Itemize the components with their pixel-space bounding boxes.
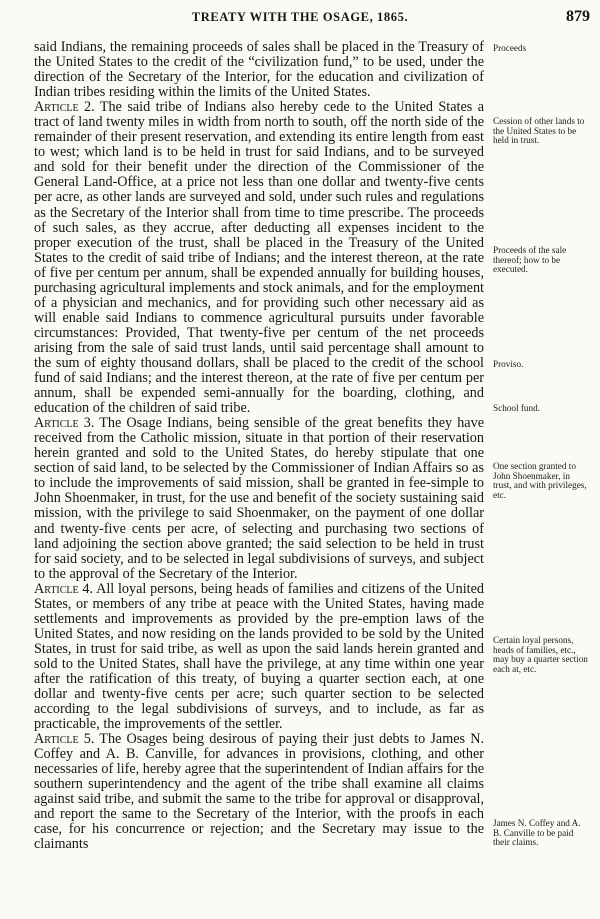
sidenote-proceeds: Proceeds xyxy=(493,43,527,53)
paragraph-text: The Osage Indians, being sensible of the great benefits they have received from the Catholic mission, situate in that portion of their reservation herein granted and sold to the United States, do hereby stipulate that one section of said land, to be selected by the Commissioner of Indian Affairs so as to include the improvements of said mission, shall be granted in fee-simple to John Shoenmaker, in trust, for the use and benefit of the society sustaining said mission, with the privilege to said Shoenmaker, on the payment of one dollar and twenty-five cents per acre, of selecting and purchasing two sections of land adjoining the section above granted; the said selection to be held in trust for said society, and to be selected in legal subdivisions of surveys, and subject to the approval of the Secretary of the Interior. xyxy=(34,415,484,582)
paragraph-text: The said tribe of Indians also hereby cede to the United States a tract of land twenty miles in width from north to south, off the north side of the remainder of their present reservation, and extending its entire length from east to west; which land is to be held in trust for said Indians, and to be surveyed and sold for their benefit under the direction of the Commissioner of the General Land-Office, at a price not less than one dollar and twenty-five cents per acre, as other lands are surveyed and sold, under such rules and regulations as the Secretary of the Interior shall from time to time prescribe. The proceeds of such sales, as they accrue, after deducting all expenses incident to the proper execution of the trust, shall be placed in the Treasury of the United States to the credit of said tribe of Indians; and the interest thereon, at the rate of five per centum per annum, shall be expended annually for building houses, purchasing agricultural implements and stock animals, and for the employment of a physician and mechanics, and for providing such other necessary aid as will enable said Indians to commence agricultural pursuits under favorable circumstances: Provided, That twenty-five per centum of the net proceeds arising from the sale of said trust lands, until said percentage shall amount to the sum of eighty thousand dollars, shall be placed to the credit of the school fund of said Indians; and the interest thereon, at the rate of five per centum per annum, shall be expended semi-annually for the boarding, clothing, and education of the children of said tribe. xyxy=(34,99,484,417)
paragraph-text: All loyal persons, being heads of families and citizens of the United States, or members of any tribe at peace with the United States, having made settlements and improvements as provided by the pre-emption laws of the United States, and now residing on the lands provided to be sold by the United States, in trust for said tribe, as well as upon the said lands herein granted and sold to the United States, shall have the privilege, at any time within one year after the ratification of this treaty, of buying a quarter section each, at one dollar and twenty-five cents per acre; such quarter section to be selected according to the legal subdivisions of surveys, and to include, as far as practicable, the improvements of the settler. xyxy=(34,580,485,733)
sidenote-school-fund: School fund. xyxy=(493,403,540,413)
paragraph-article-2 xyxy=(34,100,484,416)
sidenote-coffey-canville: James N. Coffey and A. B. Canville to be paid their claims. xyxy=(493,818,581,848)
paragraph-text: The Osages being desirous of paying their just debts to James N. Coffey and A. B. Canville, for advances in provisions, clothing, and other necessaries of life, hereby agree that the superintendent of Indian affairs for the southern superintendency and the agent of the tribe shall examine all claims against said tribe, and submit the same to the tribe for approval or disapproval, and report the same to the Secretary of the Interior, with the proofs in each case, for his concurrence or rejection; and the Secretary may issue to the claimants xyxy=(34,731,484,853)
sidenote-proceeds-of-sale: Proceeds of the sale thereof; how to be executed. xyxy=(493,245,567,275)
sidenote-loyal-persons: Certain loyal persons, heads of families, etc., may buy a quarter section each at, etc. xyxy=(493,635,588,674)
sidenote-proviso: Proviso. xyxy=(493,359,524,369)
sidenote-cession: Cession of other lands to the United States to be held in trust. xyxy=(493,116,585,146)
paragraph-continuation xyxy=(34,40,484,100)
article-heading: Article 5. xyxy=(34,731,95,748)
paragraph-article-3 xyxy=(34,416,484,582)
article-heading: Article 2. xyxy=(34,99,95,116)
paragraph-article-5 xyxy=(34,732,484,852)
paragraph-text: said Indians, the remaining proceeds of sales shall be placed in the Treasury of the United States to the credit of the “civilization fund,” to be used, under the direction of the Secretary of the Interior, for the education and civilization of Indian tribes residing within the limits of the United States. xyxy=(34,39,484,101)
sidenote-one-section: One section granted to John Shoenmaker, in trust, and with privileges, etc. xyxy=(493,461,587,500)
page-number: 879 xyxy=(566,8,590,25)
article-heading: Article 4. xyxy=(34,580,94,597)
paragraph-article-4 xyxy=(34,582,484,732)
treaty-body xyxy=(34,40,484,853)
page-header xyxy=(0,8,600,28)
article-heading: Article 3. xyxy=(34,415,95,432)
running-title: TREATY WITH THE OSAGE, 1865. xyxy=(191,10,409,24)
